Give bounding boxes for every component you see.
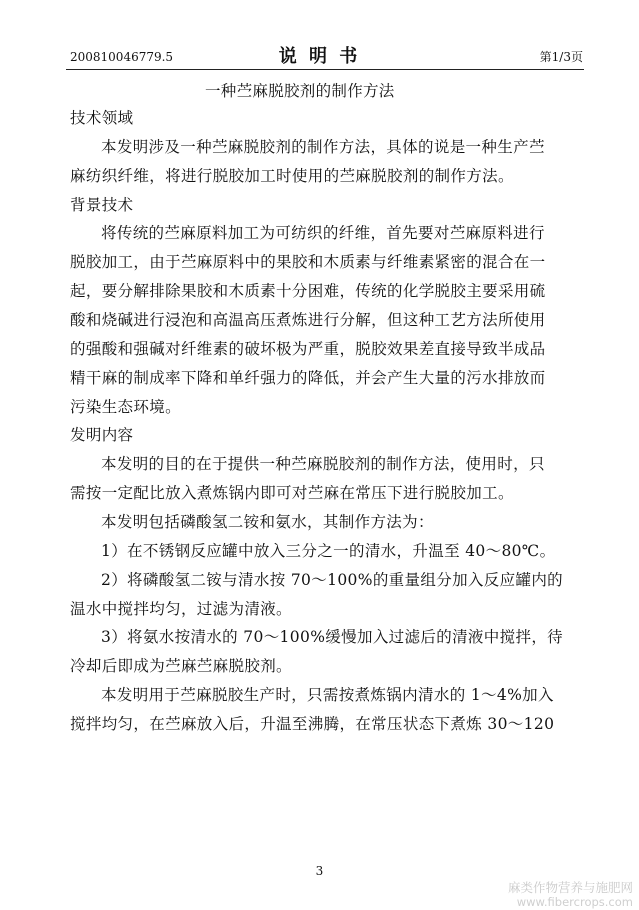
paragraph — [70, 681, 570, 739]
page-number: 3 — [315, 864, 324, 878]
paragraph-line: 的强酸和强碱对纤维素的破坏极为严重，脱胶效果差直接导致半成品 — [70, 339, 546, 358]
paragraph-line: 本发明的目的在于提供一种苎麻脱胶剂的制作方法，使用时，只 — [101, 455, 545, 474]
section-heading: 技术领域 — [70, 109, 134, 127]
watermark-site-name: 麻类作物营养与施肥网 — [507, 880, 633, 895]
paragraph-line: 本发明用于苎麻脱胶生产时，只需按煮炼锅内清水的 1～4%加入 — [101, 686, 554, 705]
paragraph — [70, 133, 570, 191]
section-heading: 背景技术 — [70, 195, 134, 214]
paragraph-line: 起，要分解排除果胶和木质素十分困难，传统的化学脱胶主要采用硫 — [70, 282, 546, 301]
paragraph-line: 将传统的苎麻原料加工为可纺织的纤维，首先要对苎麻原料进行 — [101, 224, 545, 243]
paragraph-line: 冷却后即成为苎麻苎麻脱胶剂。 — [70, 657, 292, 676]
paragraph-line: 本发明涉及一种苎麻脱胶剂的制作方法，具体的说是一种生产苎 — [101, 137, 545, 156]
paragraph-line: 脱胶加工，由于苎麻原料中的果胶和木质素与纤维素紧密的混合在一 — [70, 253, 546, 272]
section-technical-field — [70, 104, 570, 191]
header-divider — [66, 69, 584, 70]
paragraph — [70, 508, 570, 537]
paragraph — [70, 450, 570, 508]
paragraph-line: 酸和烧碱进行浸泡和高温高压煮炼进行分解，但这种工艺方法所使用 — [70, 311, 546, 330]
paragraph-line: 3）将氨水按清水的 70～100%缓慢加入过滤后的清液中搅拌，待 — [101, 628, 564, 647]
paragraph-line: 精干麻的制成率下降和单纤强力的降低，并会产生大量的污水排放而 — [70, 368, 546, 387]
section-background-art — [70, 191, 570, 422]
paragraph-line: 搅拌均匀，在苎麻放入后，升温至沸腾，在常压状态下煮炼 30～120 — [70, 715, 555, 734]
paragraph-line: 污染生态环境。 — [70, 397, 181, 416]
paragraph-line: 需按一定配比放入煮炼锅内即可对苎麻在常压下进行脱胶加工。 — [70, 484, 514, 503]
paragraph-line: 1）在不锈钢反应罐中放入三分之一的清水，升温至 40～80℃。 — [101, 541, 556, 560]
paragraph-line: 2）将磷酸氢二铵与清水按 70～100%的重量组分加入反应罐内的 — [101, 570, 564, 589]
section-heading: 发明内容 — [70, 426, 134, 445]
paragraph-line: 本发明包括磷酸氢二铵和氨水，其制作方法为： — [101, 513, 434, 532]
paragraph-line: 温水中搅拌均匀，过滤为清液。 — [70, 599, 292, 618]
paragraph — [70, 219, 570, 421]
document-body — [70, 104, 570, 739]
watermark-url: www.fibercrops.com — [516, 895, 633, 909]
section-invention-content — [70, 421, 570, 738]
paragraph-line: 麻纺织纤维，将进行脱胶加工时使用的苎麻脱胶剂的制作方法。 — [70, 166, 514, 185]
step-item — [70, 566, 570, 624]
step-item — [70, 537, 570, 566]
document-type-heading: 说 明 书 — [278, 46, 361, 67]
application-number: 200810046779.5 — [70, 50, 174, 64]
document-title: 一种苎麻脱胶剂的制作方法 — [205, 82, 395, 100]
page-indicator: 第1/3页 — [539, 50, 583, 64]
step-item — [70, 623, 570, 681]
